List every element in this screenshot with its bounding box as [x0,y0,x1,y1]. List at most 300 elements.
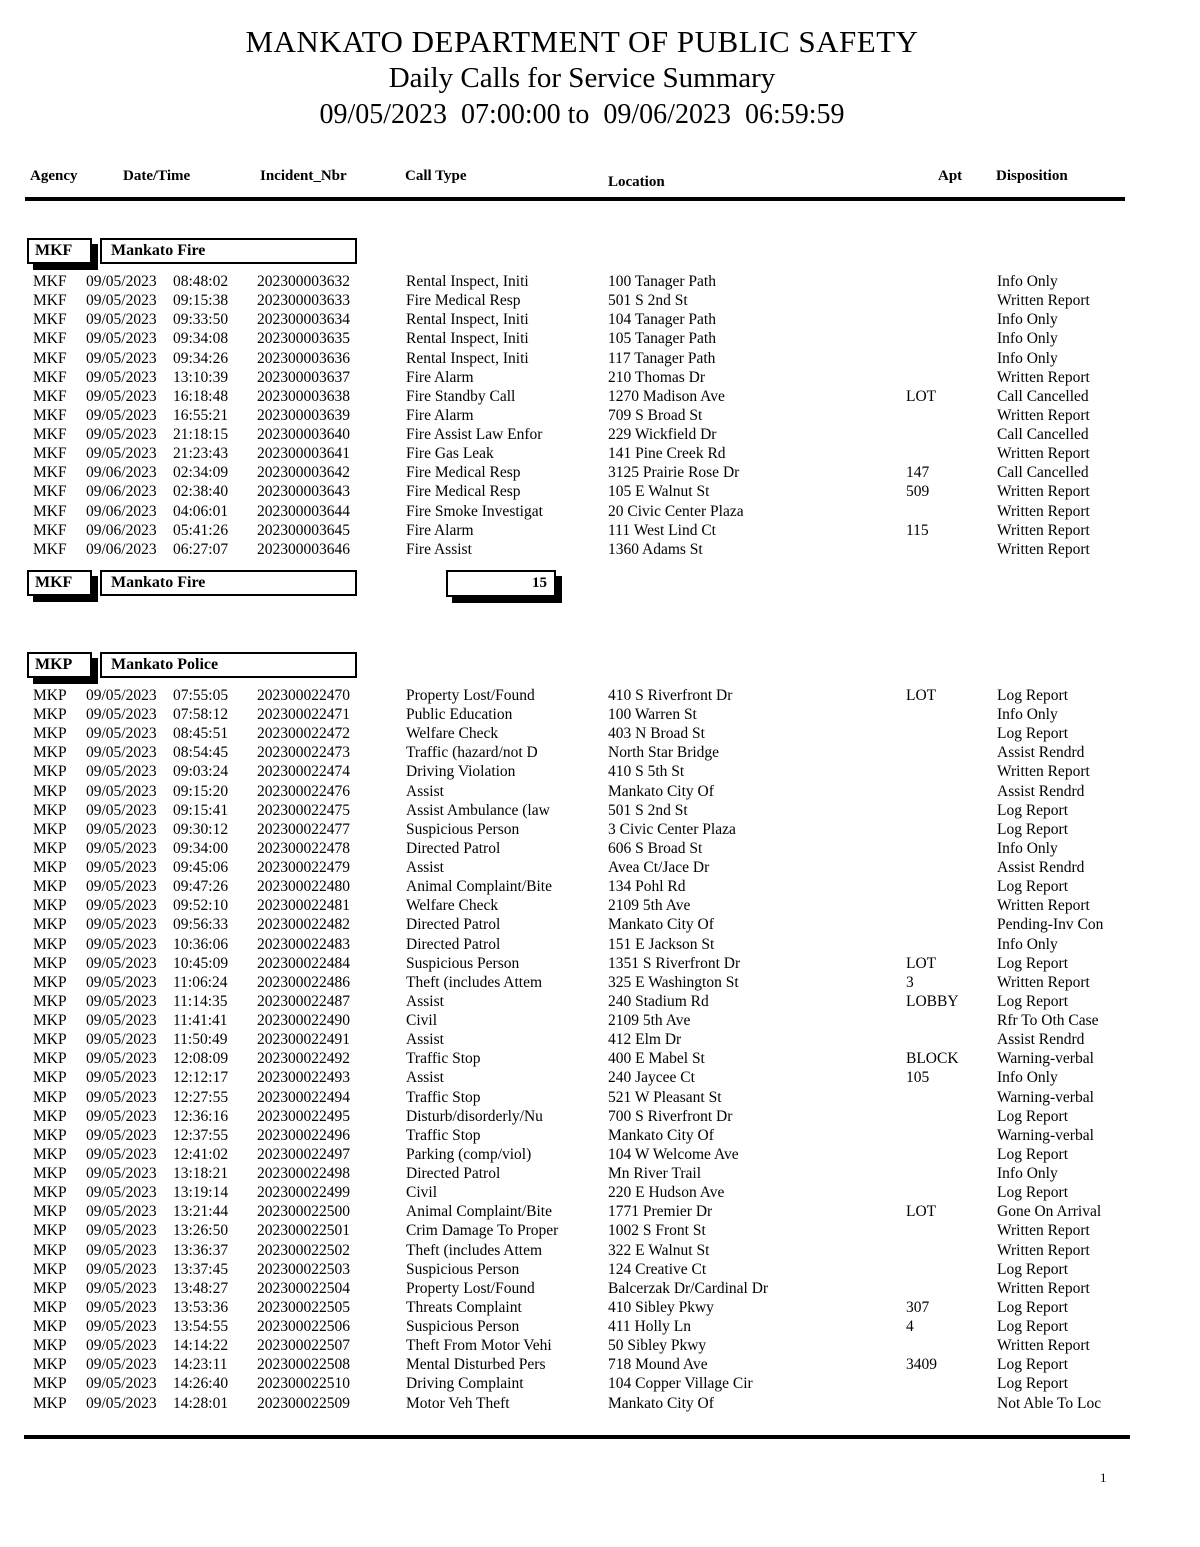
call-row [0,1260,1200,1279]
cell-call-type: Fire Smoke Investigat [406,502,543,520]
cell-time: 09:45:06 [173,859,229,876]
cell-call-type: Property Lost/Found [406,1279,535,1297]
cell-agency: MKP [33,1279,67,1297]
cell-incident-number: 202300022508 [257,1356,350,1374]
cell-date: 09/05/2023 [86,1031,157,1049]
footer-rule [24,1435,1130,1439]
cell-time: 14:26:40 [173,1375,229,1393]
cell-call-type: Theft (includes Attem [406,1241,543,1259]
section-name: Mankato Police [111,655,219,673]
cell-call-type: Fire Alarm [406,521,474,539]
cell-disposition: Written Report [997,1241,1090,1259]
cell-location: 410 S 5th St [608,763,685,781]
cell-disposition: Call Cancelled [997,464,1089,482]
cell-incident-number: 202300022497 [257,1145,350,1163]
cell-incident-number: 202300022500 [257,1203,350,1221]
cell-disposition: Info Only [997,311,1058,329]
cell-location: 403 N Broad St [608,725,705,743]
cell-location: Mankato City Of [608,1394,714,1412]
cell-date: 09/05/2023 [86,1088,157,1106]
cell-time: 06:27:07 [173,540,229,558]
cell-location: 700 S Riverfront Dr [608,1107,733,1125]
cell-agency: MKF [33,330,67,348]
cell-date: 09/05/2023 [86,1050,157,1068]
cell-date: 09/05/2023 [86,1298,157,1316]
cell-incident-number: 202300022486 [257,973,350,991]
cell-call-type: Welfare Check [406,897,499,915]
cell-agency: MKF [33,349,67,367]
cell-disposition: Info Only [997,349,1058,367]
call-row [0,502,1200,521]
cell-call-type: Rental Inspect, Initi [406,311,529,329]
cell-incident-number: 202300022496 [257,1126,350,1144]
cell-incident-number: 202300022506 [257,1318,350,1335]
cell-apt: 509 [906,483,930,501]
cell-time: 10:45:09 [173,954,229,972]
cell-location: 141 Pine Creek Rd [608,445,726,463]
cell-disposition: Log Report [997,992,1069,1010]
section-name: Mankato Fire [111,573,206,591]
cell-incident-number: 202300022475 [257,801,350,819]
cell-call-type: Directed Patrol [406,935,501,953]
cell-apt: BLOCK [906,1050,959,1068]
report-date-range: 09/05/2023 07:00:00 to 09/06/2023 06:59:59 [319,99,845,130]
cell-incident-number: 202300022473 [257,744,350,762]
cell-call-type: Fire Medical Resp [406,292,521,310]
cell-time: 08:45:51 [173,725,229,743]
cell-date: 09/05/2023 [86,1375,157,1393]
call-row [0,1164,1200,1183]
cell-agency: MKF [33,502,67,520]
cell-incident-number: 202300022499 [257,1184,350,1202]
agency-code: MKP [35,655,73,673]
cell-agency: MKP [33,1012,67,1029]
call-row [0,1336,1200,1355]
cell-agency: MKP [33,1069,67,1087]
cell-disposition: Written Report [997,540,1090,558]
cell-incident-number: 202300022471 [257,706,350,723]
call-row [0,1107,1200,1126]
cell-time: 12:41:02 [173,1145,229,1163]
cell-disposition: Written Report [997,406,1090,424]
cell-time: 13:37:45 [173,1260,229,1278]
cell-date: 09/05/2023 [86,1356,157,1374]
column-header-disposition: Disposition [996,168,1068,184]
cell-incident-number: 202300022505 [257,1298,350,1316]
cell-location: 521 W Pleasant St [608,1088,722,1106]
cell-call-type: Suspicious Person [406,1318,520,1335]
cell-location: 20 Civic Center Plaza [608,502,744,520]
cell-agency: MKF [33,406,67,424]
cell-date: 09/05/2023 [86,878,157,896]
cell-location: 229 Wickfield Dr [608,426,717,443]
section-name-box [100,570,357,596]
cell-incident-number: 202300022480 [257,878,350,896]
cell-disposition: Log Report [997,954,1069,972]
cell-location: 1351 S Riverfront Dr [608,954,741,972]
call-row [0,954,1200,973]
call-row [0,291,1200,310]
cell-call-type: Fire Alarm [406,406,474,424]
cell-location: North Star Bridge [608,744,720,762]
cell-disposition: Log Report [997,725,1069,743]
cell-time: 16:18:48 [173,387,229,405]
cell-incident-number: 202300022479 [257,859,350,876]
cell-call-type: Fire Assist Law Enfor [406,426,543,443]
cell-time: 14:23:11 [173,1356,228,1374]
cell-agency: MKP [33,1126,67,1144]
cell-call-type: Welfare Check [406,725,499,743]
cell-disposition: Assist Rendrd [997,744,1085,762]
call-row [0,724,1200,743]
cell-date: 09/05/2023 [86,1260,157,1278]
call-row [0,1241,1200,1260]
cell-date: 09/05/2023 [86,706,157,723]
cell-call-type: Fire Medical Resp [406,464,521,482]
cell-call-type: Fire Standby Call [406,387,516,405]
cell-call-type: Theft From Motor Vehi [406,1337,552,1355]
cell-location: 1771 Premier Dr [608,1203,713,1221]
cell-date: 09/06/2023 [86,483,157,501]
cell-date: 09/05/2023 [86,1012,157,1029]
cell-disposition: Written Report [997,483,1090,501]
cell-disposition: Assist Rendrd [997,782,1085,800]
cell-disposition: Warning-verbal [997,1050,1094,1068]
cell-incident-number: 202300022503 [257,1260,350,1278]
cell-time: 12:36:16 [173,1107,229,1125]
cell-location: Avea Ct/Jace Dr [608,859,710,876]
column-header-incident-nbr: Incident_Nbr [260,168,347,184]
cell-location: 3125 Prairie Rose Dr [608,464,740,482]
cell-agency: MKP [33,1165,67,1182]
cell-call-type: Motor Veh Theft [406,1394,510,1412]
cell-date: 09/05/2023 [86,387,157,405]
cell-location: Mankato City Of [608,1126,714,1144]
cell-time: 13:36:37 [173,1241,229,1259]
cell-date: 09/05/2023 [86,311,157,329]
cell-date: 09/05/2023 [86,273,157,290]
cell-time: 09:15:41 [173,801,229,819]
agency-code-box [27,652,92,678]
cell-agency: MKP [33,1298,67,1316]
cell-disposition: Info Only [997,273,1058,290]
cell-call-type: Traffic (hazard/not D [406,744,538,762]
cell-location: 1002 S Front St [608,1222,706,1240]
cell-time: 10:36:06 [173,935,229,953]
cell-incident-number: 202300022484 [257,954,350,972]
cell-agency: MKP [33,1241,67,1259]
cell-call-type: Animal Complaint/Bite [406,1203,552,1221]
call-row [0,762,1200,781]
cell-date: 09/05/2023 [86,1126,157,1144]
cell-date: 09/05/2023 [86,839,157,857]
cell-disposition: Log Report [997,1318,1069,1335]
cell-time: 04:06:01 [173,502,229,520]
cell-disposition: Info Only [997,1165,1058,1182]
cell-agency: MKP [33,916,67,934]
cell-location: Mankato City Of [608,916,714,934]
cell-time: 16:55:21 [173,406,229,424]
cell-time: 13:18:21 [173,1165,229,1182]
cell-agency: MKP [33,1031,67,1049]
column-header-agency: Agency [30,168,78,184]
cell-incident-number: 202300003632 [257,273,350,290]
header-rule [25,197,1125,201]
cell-time: 07:58:12 [173,706,229,723]
cell-disposition: Written Report [997,445,1090,463]
cell-date: 09/05/2023 [86,1394,157,1412]
cell-time: 11:14:35 [173,992,228,1010]
cell-agency: MKP [33,1203,67,1221]
cell-date: 09/05/2023 [86,859,157,876]
cell-agency: MKP [33,1088,67,1106]
cell-time: 11:50:49 [173,1031,228,1049]
cell-incident-number: 202300003633 [257,292,350,310]
cell-agency: MKP [33,935,67,953]
cell-disposition: Written Report [997,292,1090,310]
cell-incident-number: 202300022510 [257,1375,350,1393]
cell-call-type: Traffic Stop [406,1088,481,1106]
report-title: MANKATO DEPARTMENT OF PUBLIC SAFETY [245,24,919,59]
cell-disposition: Info Only [997,1069,1058,1087]
call-row [0,1374,1200,1393]
cell-apt: LOT [906,1203,937,1221]
cell-call-type: Driving Complaint [406,1375,524,1393]
cell-disposition: Log Report [997,1260,1069,1278]
cell-agency: MKF [33,273,67,290]
call-row [0,973,1200,992]
cell-agency: MKF [33,387,67,405]
cell-date: 09/05/2023 [86,1069,157,1087]
call-row [0,1298,1200,1317]
call-row [0,463,1200,482]
cell-incident-number: 202300022476 [257,782,350,800]
cell-location: 151 E Jackson St [608,935,715,953]
call-row [0,992,1200,1011]
cell-call-type: Animal Complaint/Bite [406,878,552,896]
cell-disposition: Warning-verbal [997,1126,1094,1144]
column-header-call-type: Call Type [405,168,467,184]
call-row [0,406,1200,425]
cell-location: 709 S Broad St [608,406,703,424]
cell-incident-number: 202300022470 [257,686,350,704]
cell-location: 606 S Broad St [608,839,703,857]
cell-agency: MKP [33,1375,67,1393]
cell-time: 13:21:44 [173,1203,229,1221]
cell-agency: MKP [33,1356,67,1374]
cell-incident-number: 202300022498 [257,1165,350,1182]
cell-agency: MKF [33,292,67,310]
cell-date: 09/05/2023 [86,445,157,463]
agency-code: MKF [35,242,73,259]
cell-time: 02:38:40 [173,483,229,501]
cell-incident-number: 202300022501 [257,1222,350,1240]
section-rows [0,272,1200,559]
cell-disposition: Info Only [997,935,1058,953]
cell-incident-number: 202300003646 [257,540,350,558]
cell-incident-number: 202300003636 [257,349,350,367]
cell-location: 210 Thomas Dr [608,368,706,386]
call-row [0,1279,1200,1298]
cell-time: 09:52:10 [173,897,229,915]
cell-incident-number: 202300022494 [257,1088,350,1106]
cell-location: 411 Holly Ln [608,1318,691,1335]
cell-agency: MKP [33,725,67,743]
cell-date: 09/05/2023 [86,1318,157,1335]
cell-location: 105 E Walnut St [608,483,710,501]
cell-location: 134 Pohl Rd [608,878,686,896]
cell-incident-number: 202300022474 [257,763,350,781]
column-header-datetime: Date/Time [123,168,191,184]
cell-apt: 147 [906,464,930,482]
cell-agency: MKP [33,744,67,762]
call-row [0,1317,1200,1336]
cell-time: 09:15:38 [173,292,229,310]
cell-agency: MKF [33,426,67,443]
cell-agency: MKP [33,1050,67,1068]
cell-time: 09:34:08 [173,330,229,348]
cell-agency: MKP [33,782,67,800]
cell-call-type: Crim Damage To Proper [406,1222,559,1240]
call-row [0,444,1200,463]
cell-call-type: Fire Assist [406,540,472,558]
cell-location: 104 Copper Village Cir [608,1375,753,1393]
cell-date: 09/05/2023 [86,820,157,838]
cell-time: 14:28:01 [173,1394,229,1412]
agency-code: MKF [35,573,73,591]
cell-call-type: Property Lost/Found [406,686,535,704]
cell-call-type: Suspicious Person [406,954,520,972]
cell-time: 11:41:41 [173,1012,228,1029]
cell-time: 09:47:26 [173,878,229,896]
cell-disposition: Gone On Arrival [997,1203,1102,1221]
cell-date: 09/05/2023 [86,782,157,800]
cell-disposition: Written Report [997,763,1090,781]
cell-time: 12:27:55 [173,1088,229,1106]
cell-location: 1270 Madison Ave [608,387,725,405]
cell-call-type: Assist [406,859,444,876]
cell-disposition: Log Report [997,1145,1069,1163]
call-row [0,272,1200,291]
cell-location: 240 Stadium Rd [608,992,709,1010]
cell-call-type: Directed Patrol [406,916,501,934]
cell-time: 07:55:05 [173,686,229,704]
cell-time: 05:41:26 [173,521,229,539]
cell-disposition: Log Report [997,1356,1069,1374]
cell-apt: LOBBY [906,992,959,1010]
call-row [0,1355,1200,1374]
cell-incident-number: 202300022481 [257,897,350,915]
call-row [0,686,1200,705]
cell-time: 21:23:43 [173,445,229,463]
cell-incident-number: 202300022495 [257,1107,350,1125]
cell-time: 12:08:09 [173,1050,229,1068]
cell-apt: 4 [906,1318,914,1335]
cell-date: 09/05/2023 [86,935,157,953]
cell-agency: MKF [33,368,67,386]
cell-call-type: Directed Patrol [406,839,501,857]
cell-incident-number: 202300022509 [257,1394,350,1412]
section-total-box [446,570,556,597]
section [0,652,1200,1413]
cell-time: 09:33:50 [173,311,229,329]
cell-agency: MKF [33,521,67,539]
cell-date: 09/06/2023 [86,540,157,558]
cell-apt: LOT [906,954,937,972]
call-row [0,1068,1200,1087]
cell-agency: MKF [33,311,67,329]
cell-time: 13:10:39 [173,368,229,386]
cell-call-type: Traffic Stop [406,1050,481,1068]
cell-agency: MKP [33,1184,67,1202]
cell-date: 09/05/2023 [86,292,157,310]
section-total: 15 [532,574,547,591]
cell-date: 09/06/2023 [86,521,157,539]
cell-date: 09/05/2023 [86,897,157,915]
cell-date: 09/06/2023 [86,464,157,482]
cell-agency: MKP [33,992,67,1010]
cell-disposition: Assist Rendrd [997,1031,1085,1049]
cell-location: 50 Sibley Pkwy [608,1337,707,1355]
cell-incident-number: 202300022502 [257,1241,350,1259]
cell-date: 09/05/2023 [86,1165,157,1182]
call-row [0,915,1200,934]
cell-time: 21:18:15 [173,426,229,443]
section-summary [0,570,1200,603]
cell-time: 12:12:17 [173,1069,229,1087]
cell-incident-number: 202300022504 [257,1279,350,1297]
cell-agency: MKP [33,897,67,915]
cell-disposition: Rfr To Oth Case [997,1012,1099,1029]
cell-date: 09/05/2023 [86,368,157,386]
cell-disposition: Log Report [997,1107,1069,1125]
cell-call-type: Mental Disturbed Pers [406,1356,546,1374]
cell-agency: MKF [33,540,67,558]
cell-apt: LOT [906,387,937,405]
cell-time: 09:03:24 [173,763,229,781]
cell-call-type: Rental Inspect, Initi [406,330,529,348]
cell-call-type: Parking (comp/viol) [406,1145,532,1163]
call-row [0,935,1200,954]
cell-location: 117 Tanager Path [608,349,716,367]
cell-disposition: Log Report [997,878,1069,896]
section-header [0,238,1200,266]
cell-date: 09/05/2023 [86,406,157,424]
cell-incident-number: 202300022493 [257,1069,350,1087]
cell-time: 02:34:09 [173,464,229,482]
cell-call-type: Fire Medical Resp [406,483,521,501]
cell-agency: MKP [33,859,67,876]
cell-call-type: Driving Violation [406,763,516,781]
call-row [0,1394,1200,1413]
cell-date: 09/05/2023 [86,801,157,819]
call-row [0,1126,1200,1145]
cell-time: 08:48:02 [173,273,229,290]
cell-time: 13:19:14 [173,1184,229,1202]
cell-location: 111 West Lind Ct [608,521,716,539]
cell-incident-number: 202300022483 [257,935,350,953]
call-row [0,1145,1200,1164]
cell-date: 09/05/2023 [86,1279,157,1297]
cell-location: 124 Creative Ct [608,1260,707,1278]
cell-agency: MKP [33,973,67,991]
cell-call-type: Assist [406,992,444,1010]
cell-agency: MKP [33,820,67,838]
call-row [0,368,1200,387]
call-row [0,540,1200,559]
cell-incident-number: 202300003640 [257,426,350,443]
call-row [0,877,1200,896]
